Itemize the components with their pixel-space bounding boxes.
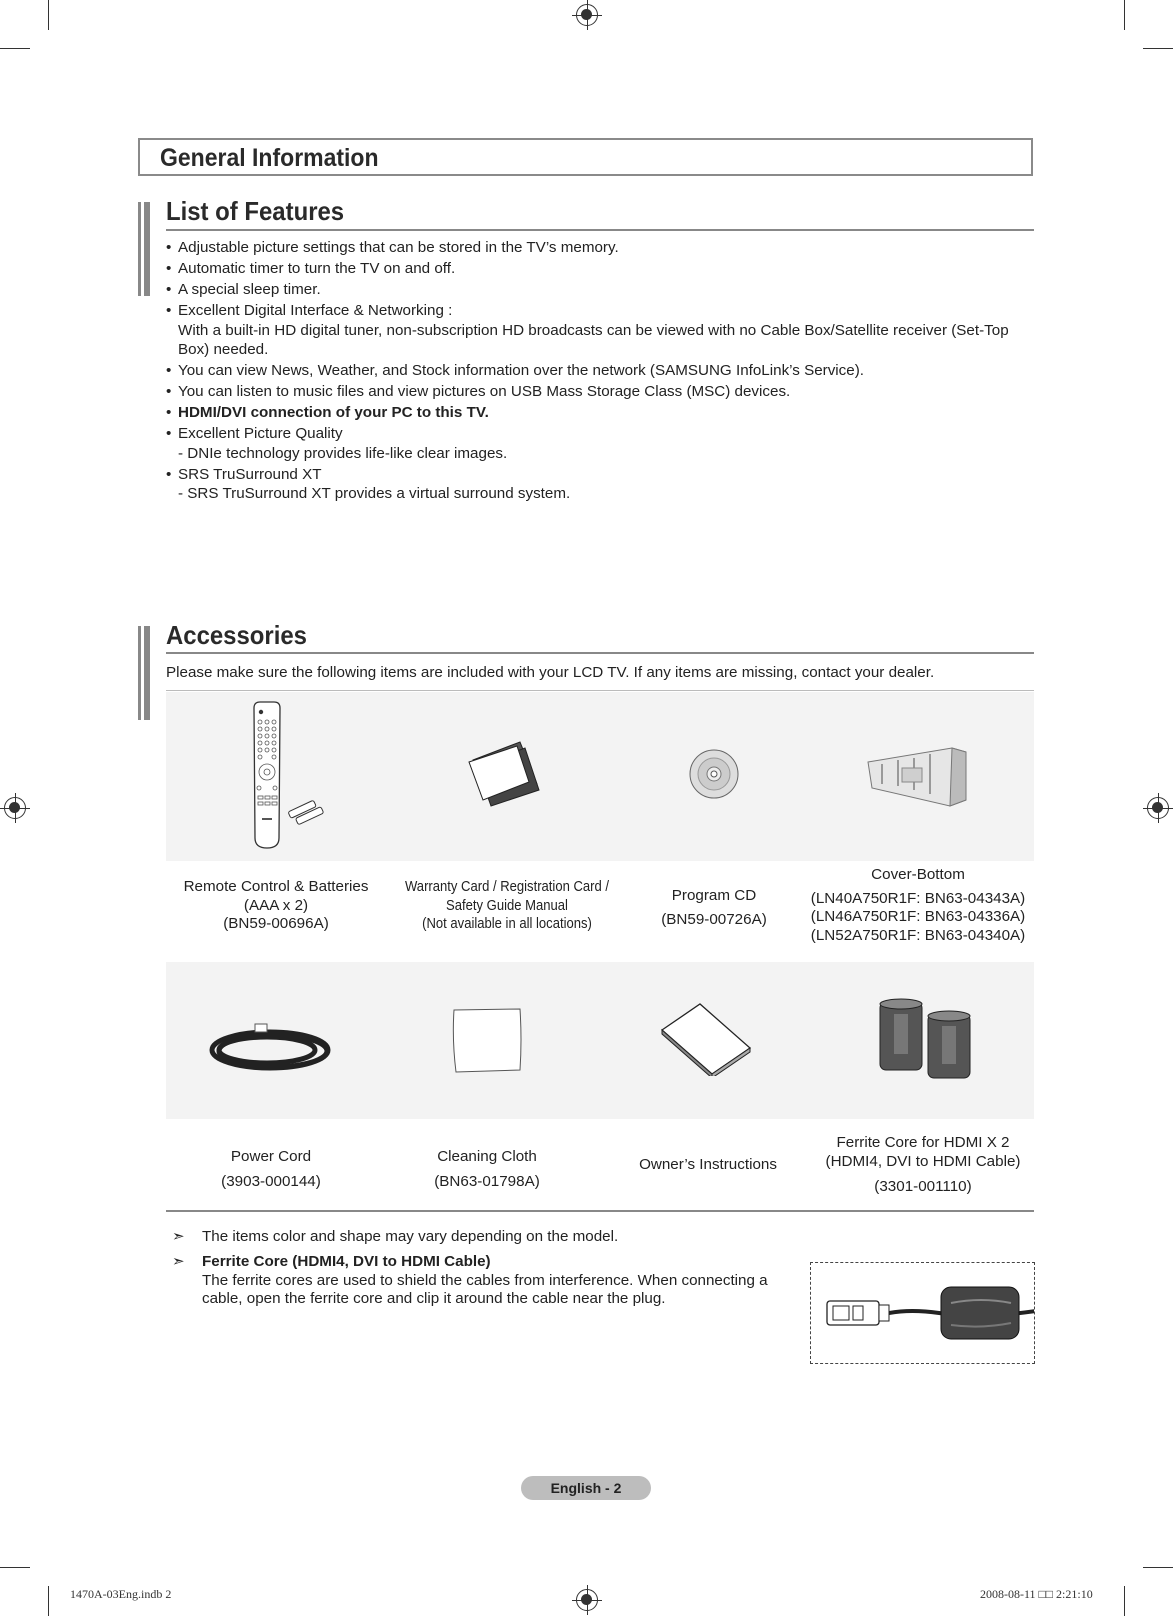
divider xyxy=(166,690,1034,691)
crop-mark xyxy=(1143,1567,1173,1568)
features-rule xyxy=(166,229,1034,231)
arrow-icon: ➣ xyxy=(172,1228,185,1245)
divider xyxy=(166,1210,1034,1212)
accessory-caption-cover: Cover-Bottom (LN40A750R1F: BN63-04343A) (LN46A750R1F: BN63-04336A) (LN52A750R1F: BN63-04340A) xyxy=(810,866,1026,944)
crop-mark xyxy=(48,0,49,30)
cover-bottom-icon xyxy=(862,742,972,814)
owners-instructions-icon xyxy=(658,1002,754,1076)
accessory-caption-remote: Remote Control & Batteries (AAA x 2) (BN59-00696A) xyxy=(183,878,369,932)
features-list xyxy=(166,238,1026,505)
accessories-intro: Please make sure the following items are included with your LCD TV. If any items are missing, contact your dealer. xyxy=(166,664,935,681)
arrow-icon: ➣ xyxy=(172,1253,185,1270)
accessory-caption-warranty: Warranty Card / Registration Card / Safety Guide Manual (Not available in all locations) xyxy=(404,879,610,932)
accessories-title: Accessories xyxy=(166,620,307,650)
page-title: General Information xyxy=(160,144,379,172)
ferrite-on-cable-icon xyxy=(811,1263,1035,1364)
registration-mark-icon xyxy=(576,1589,598,1611)
accessories-rule xyxy=(166,652,1034,654)
list-item: • Automatic timer to turn the TV on and off. xyxy=(166,259,1026,279)
remote-control-icon xyxy=(248,700,328,850)
crop-mark xyxy=(1143,48,1173,49)
ferrite-core-icon xyxy=(876,996,976,1084)
section-marker xyxy=(138,626,150,720)
list-item: • Excellent Picture Quality - DNIe technology provides life-like clear images. xyxy=(166,424,1026,463)
registration-mark-icon xyxy=(576,4,598,26)
list-item: • A special sleep timer. xyxy=(166,280,1026,300)
section-marker xyxy=(138,202,150,296)
accessory-caption-manual: Owner’s Instructions xyxy=(639,1156,777,1173)
print-slug-right: 2008-08-11 □□ 2:21:10 xyxy=(980,1587,1093,1601)
accessory-caption-ferrite: Ferrite Core for HDMI X 2 (HDMI4, DVI to HDMI Cable) (3301-001110) xyxy=(825,1134,1021,1195)
registration-mark-icon xyxy=(4,797,26,819)
list-item: • Adjustable picture settings that can be stored in the TV’s memory. xyxy=(166,238,1026,258)
page-number-badge: English - 2 xyxy=(521,1476,651,1500)
crop-mark xyxy=(0,48,30,49)
list-item: • You can listen to music files and view pictures on USB Mass Storage Class (MSC) devices. xyxy=(166,382,1026,402)
cleaning-cloth-icon xyxy=(450,1006,526,1074)
power-cord-icon xyxy=(205,1020,335,1080)
list-item: • You can view News, Weather, and Stock information over the network (SAMSUNG InfoLink’s Service). xyxy=(166,361,1026,381)
ferrite-diagram-box xyxy=(810,1262,1035,1364)
registration-mark-icon xyxy=(1147,797,1169,819)
note-2: ➣ Ferrite Core (HDMI4, DVI to HDMI Cable) The ferrite cores are used to shield the cables from interference. When connecting a cable, open the ferrite core and clip it around the cable near the plug. xyxy=(172,1253,768,1307)
accessory-caption-cd: Program CD (BN59-00726A) xyxy=(661,887,767,928)
list-item: • SRS TruSurround XT - SRS TruSurround XT provides a virtual surround system. xyxy=(166,465,1026,504)
crop-mark xyxy=(0,1567,30,1568)
section-header-box xyxy=(138,138,1033,176)
warranty-card-icon xyxy=(465,740,545,810)
crop-mark xyxy=(1124,0,1125,30)
print-slug-left: 1470A-03Eng.indb 2 xyxy=(70,1587,172,1601)
list-item: • HDMI/DVI connection of your PC to this TV. xyxy=(166,403,1026,423)
accessory-caption-cloth: Cleaning Cloth (BN63-01798A) xyxy=(434,1148,540,1190)
crop-mark xyxy=(1124,1586,1125,1616)
list-item: • Excellent Digital Interface & Networking : With a built-in HD digital tuner, non-subscription HD broadcasts can be viewed with no Cable Box/Satellite receiver (Set-Top Box) needed. xyxy=(166,301,1026,360)
note-1: ➣ The items color and shape may vary depending on the model. xyxy=(172,1228,619,1245)
accessory-caption-power-cord: Power Cord (3903-000144) xyxy=(221,1148,321,1190)
crop-mark xyxy=(48,1586,49,1616)
features-title: List of Features xyxy=(166,196,345,226)
program-cd-icon xyxy=(688,748,740,800)
